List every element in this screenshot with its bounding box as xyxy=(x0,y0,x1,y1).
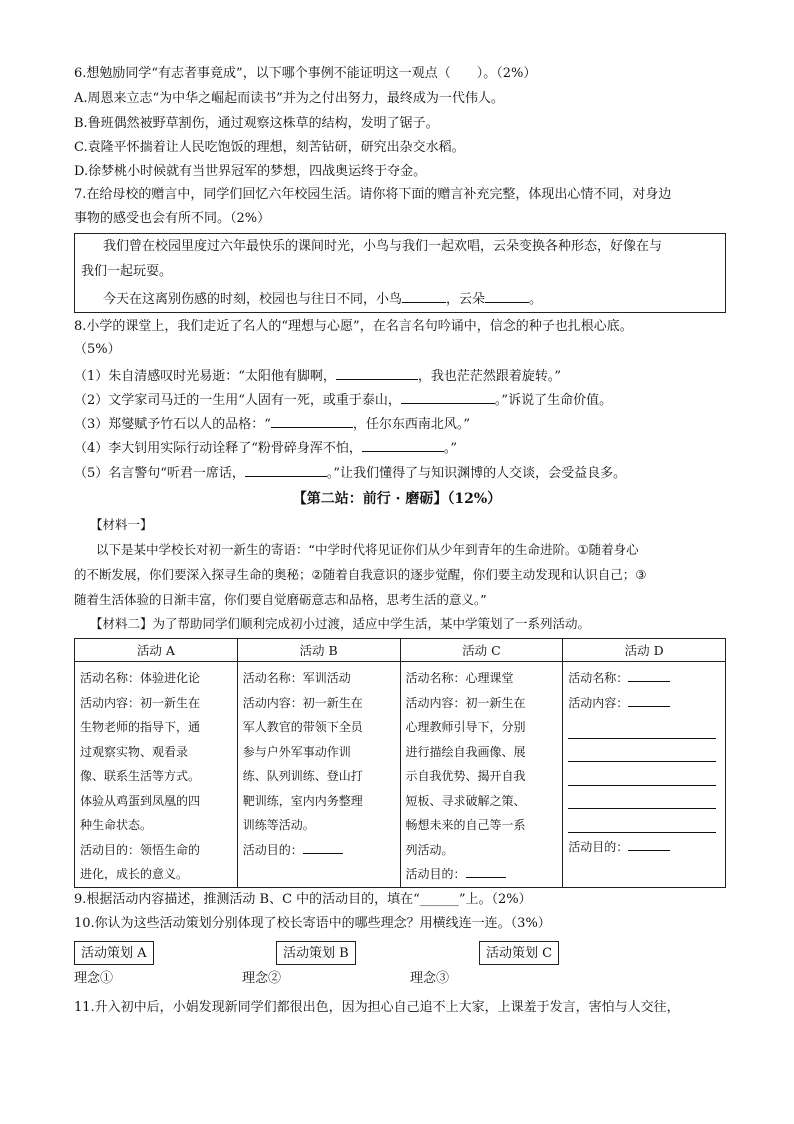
activity-c-purpose-blank[interactable] xyxy=(466,863,506,878)
table-cell-line: 列活动。 xyxy=(405,842,454,857)
activities-table xyxy=(74,638,726,888)
header-activity-a: 活动 A xyxy=(75,639,238,662)
q7-box-line3 xyxy=(103,288,542,310)
table-cell-line: 参与户外军事动作训 xyxy=(242,744,351,759)
q8-item-3-end: ，任尔东西南北风。” xyxy=(352,417,471,432)
q7-box-line3-end: 。 xyxy=(529,292,543,307)
material-2 xyxy=(90,614,590,634)
header-activity-c: 活动 C xyxy=(400,639,563,662)
material-1-label: 【材料一】 xyxy=(90,517,153,532)
table-cell-line: 示自我优势、揭开自我 xyxy=(405,769,526,783)
q7-box-line1: 我们曾在校园里度过六年最快乐的课间时光，小鸟与我们一起欢唱，云朵变换各种形态，好像在与 xyxy=(103,239,663,254)
activity-d-content-line[interactable] xyxy=(568,715,716,739)
q11-stem: 11.升入初中后，小娟发现新同学们都很出色，因为担心自己追不上大家，上课羞于发言，害怕与人交往， xyxy=(74,1000,680,1015)
q8-blank-1[interactable] xyxy=(336,365,418,380)
table-cell-line: 进化，成长的意义。 xyxy=(80,867,189,881)
concept-1[interactable]: 理念① xyxy=(74,971,114,986)
activity-d-content-label: 活动内容： xyxy=(568,695,629,710)
q7-message-box xyxy=(74,233,726,313)
q7-blank-cloud[interactable] xyxy=(485,288,529,303)
activity-c-purpose xyxy=(406,862,558,887)
activity-b-purpose xyxy=(243,838,395,863)
q8-blank-4[interactable] xyxy=(362,437,444,452)
activity-d-purpose-label: 活动目的： xyxy=(568,839,629,854)
q8-item-2-end: 。”诉说了生命价值。 xyxy=(494,393,613,408)
header-activity-d: 活动 D xyxy=(563,639,726,662)
q8-stem-line1: 8.小学的课堂上，我们走近了名人的“理想与心愿”，在名言名句吟诵中，信念的种子也扎根心底。 xyxy=(74,319,633,334)
table-cell-line: 活动目的：领悟生命的 xyxy=(80,842,201,857)
activity-b-cell xyxy=(237,662,400,888)
table-cell-line: 心理教师引导下，分别 xyxy=(405,720,526,734)
concept-3[interactable]: 理念③ xyxy=(410,971,450,986)
table-cell-line: 训练等活动。 xyxy=(242,818,315,832)
material-2-label: 【材料二】 xyxy=(90,616,153,631)
material-1-line3: 随着生活体验的日渐丰富，你们要自觉磨砺意志和品格，思考生活的意义。” xyxy=(74,592,487,607)
table-cell-line: 畅想未来的自己等一系 xyxy=(405,818,526,832)
activity-c-cell xyxy=(400,662,563,888)
activity-plan-b-box[interactable]: 活动策划 B xyxy=(276,941,356,965)
q8-item-5 xyxy=(74,462,626,484)
table-cell-line: 种生命状态。 xyxy=(80,818,153,832)
activity-b-purpose-blank[interactable] xyxy=(303,839,343,854)
q8-stem-line2: （5%） xyxy=(74,342,121,357)
activity-d-purpose xyxy=(568,835,720,860)
table-cell-line: 活动内容：初一新生在 xyxy=(80,695,201,710)
activity-b-purpose-label: 活动目的： xyxy=(242,842,303,857)
table-cell-line: 活动名称：心理课堂 xyxy=(405,671,514,685)
activity-d-purpose-blank[interactable] xyxy=(628,836,670,851)
q7-box-line2: 我们一起玩耍。 xyxy=(81,264,173,279)
q6-option-b: B.鲁班偶然被野草割伤，通过观察这株草的结构，发明了锯子。 xyxy=(74,116,439,131)
activity-d-content-line[interactable] xyxy=(568,739,716,763)
table-cell-line: 短板、寻求破解之策、 xyxy=(405,793,526,808)
activity-d-cell xyxy=(563,662,726,888)
q9-stem: 9.根据活动内容描述，推测活动 B、C 中的活动目的，填在“______”上。（2%） xyxy=(74,892,532,907)
table-cell-line: 生物老师的指导下，通 xyxy=(80,720,201,734)
q7-box-line3-mid: ，云朵 xyxy=(446,292,486,307)
activity-d-name xyxy=(568,666,720,691)
q8-item-2 xyxy=(74,389,612,411)
q8-item-5-text: （5）名言警句“听君一席话， xyxy=(74,466,245,481)
q8-blank-2[interactable] xyxy=(401,389,495,404)
table-cell-line: 进行描绘自我画像、展 xyxy=(405,744,526,759)
q10-stem: 10.你认为这些活动策划分别体现了校长寄语中的哪些理念？用横线连一连。（3%） xyxy=(74,916,551,931)
q7-stem-line2: 事物的感受也会有所不同。（2%） xyxy=(74,211,271,226)
section-2-title: 【第二站：前行 · 磨砺】（12%） xyxy=(292,491,502,507)
table-cell-line: 活动名称：体验进化论 xyxy=(80,671,201,685)
material-1-line2: 的不断发展，你们要深入探寻生命的奥秘；②随着自我意识的逐步觉醒，你们要主动发现和认识自己；③ xyxy=(74,567,647,582)
q7-box-line3-text: 今天在这离别伤感的时刻，校园也与往日不同，小鸟 xyxy=(103,292,403,307)
q8-item-4-end: 。” xyxy=(443,441,458,456)
q7-stem-line1: 7.在给母校的赠言中，同学们回忆六年校园生活。请你将下面的赠言补充完整，体现出心情不同，对身边 xyxy=(74,187,672,202)
activity-plan-c-box[interactable]: 活动策划 C xyxy=(479,941,559,965)
concept-2[interactable]: 理念② xyxy=(242,971,282,986)
q6-option-c: C.袁隆平怀揣着让人民吃饱饭的理想，刻苦钻研，研究出杂交水稻。 xyxy=(74,140,465,155)
table-cell-line: 练、队列训练、登山打 xyxy=(242,769,363,783)
q8-item-1 xyxy=(74,365,561,387)
q8-item-4 xyxy=(74,437,457,459)
q8-item-3 xyxy=(74,413,470,435)
table-cell-line: 像、联系生活等方式。 xyxy=(80,769,201,783)
activity-a-cell xyxy=(75,662,238,888)
q8-item-5-end: 。”让我们懂得了与知识渊博的人交谈，会受益良多。 xyxy=(326,466,627,481)
table-cell-line: 活动名称：军训活动 xyxy=(242,671,351,685)
activity-d-content-blank[interactable] xyxy=(628,692,670,707)
table-cell-line: 活动内容：初一新生在 xyxy=(242,695,363,710)
q8-blank-5[interactable] xyxy=(245,462,327,477)
q8-item-2-text: （2）文学家司马迁的一生用“人固有一死，或重于泰山， xyxy=(74,393,401,408)
q6-stem: 6.想勉励同学“有志者事竟成”，以下哪个事例不能证明这一观点（ ）。（2%） xyxy=(74,66,537,81)
table-cell-line: 活动内容：初一新生在 xyxy=(405,695,526,710)
q7-blank-bird[interactable] xyxy=(402,288,446,303)
activity-d-content-line[interactable] xyxy=(568,809,716,833)
activity-d-content-line[interactable] xyxy=(568,762,716,786)
q6-option-d: D.徐梦桃小时候就有当世界冠军的梦想，四战奥运终于夺金。 xyxy=(74,164,427,179)
activity-plan-a-box[interactable]: 活动策划 A xyxy=(74,941,154,965)
q6-option-a: A.周恩来立志“为中华之崛起而读书”并为之付出努力，最终成为一代伟人。 xyxy=(74,91,504,106)
activity-d-name-blank[interactable] xyxy=(628,667,670,682)
material-1-line1: 以下是某中学校长对初一新生的寄语：“中学时代将见证你们从少年到青年的生命进阶。①随着身心 xyxy=(96,542,639,557)
activity-d-content xyxy=(568,691,720,716)
material-2-text: 为了帮助同学们顺利完成初小过渡，适应中学生活，某中学策划了一系列活动。 xyxy=(152,616,591,631)
header-activity-b: 活动 B xyxy=(237,639,400,662)
table-cell-line: 过观察实物、观看录 xyxy=(80,744,189,759)
q8-blank-3[interactable] xyxy=(271,413,353,428)
activity-c-purpose-label: 活动目的： xyxy=(405,867,466,881)
activity-d-content-line[interactable] xyxy=(568,786,716,810)
q8-item-1-end: ，我也茫茫然跟着旋转。” xyxy=(417,369,562,384)
q8-item-4-text: （4）李大钊用实际行动诠释了“粉骨碎身浑不怕， xyxy=(74,441,362,456)
q8-item-3-text: （3）郑燮赋予竹石以人的品格：“ xyxy=(74,417,271,432)
activity-d-name-label: 活动名称： xyxy=(568,671,629,685)
q8-item-1-text: （1）朱自清感叹时光易逝：“太阳他有脚啊， xyxy=(74,369,336,384)
table-cell-line: 体验从鸡蛋到凤凰的四 xyxy=(80,793,201,808)
table-cell-line: 军人教官的带领下全员 xyxy=(242,720,363,734)
table-cell-line: 靶训练，室内内务整理 xyxy=(242,793,363,808)
